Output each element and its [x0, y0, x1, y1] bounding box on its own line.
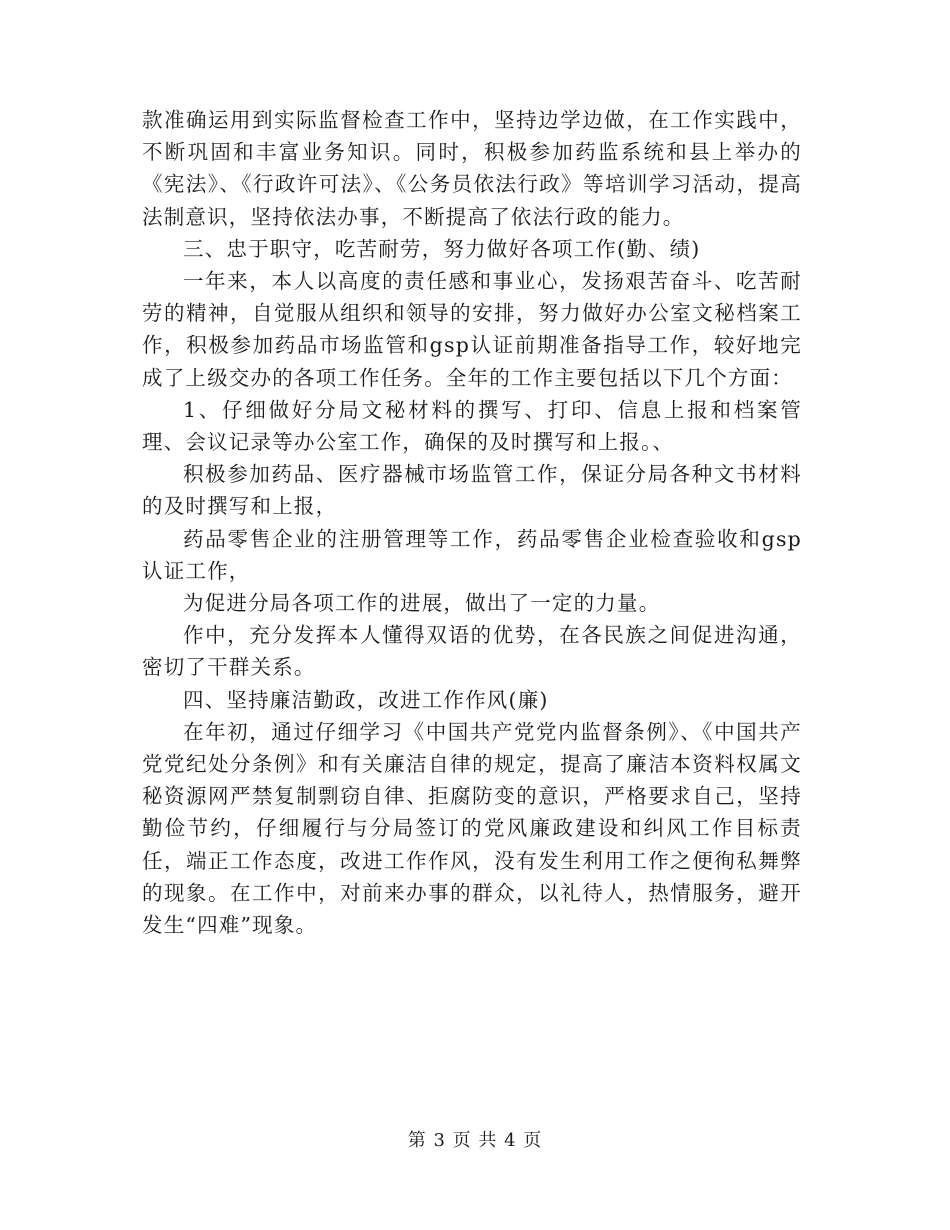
paragraph-integrity: 在年初，通过仔细学习《中国共产党党内监督条例》、《中国共产党党纪处分条例》和有关廉洁自律的规定，提高了廉洁本资料权属文秘资源网严禁复制剽窃自律、拒腐防变的意识，严格要求自己，坚持勤俭节约，仔细履行与分局签订的党风廉政建设和纠风工作目标责任，端正工作态度，改进工作作风，没有发生利用工作之便徇私舞弊的现象。在工作中，对前来办事的群众，以礼待人，热情服务，避开发生“四难”现象。: [142, 719, 802, 938]
section-heading-4: 四、坚持廉洁勤政，改进工作作风(廉): [183, 687, 549, 712]
section-heading-3: 三、忠于职守，吃苦耐劳，努力做好各项工作(勤、绩): [183, 236, 701, 261]
paragraph-continuation: 款准确运用到实际监督检查工作中，坚持边学边做，在工作实践中，不断巩固和丰富业务知识。同时，积极参加药监系统和县上举办的《宪法》、《行政许可法》、《公务员依法行政》等培训学习活动，提高法制意识，坚持依法办事，不断提高了依法行政的能力。: [142, 108, 802, 229]
paragraph-item-1: 1、仔细做好分局文秘材料的撰写、打印、信息上报和档案管理、会议记录等办公室工作，确保的及时撰写和上报。、: [142, 397, 802, 455]
page-number-label: 第 3 页 共 4 页: [407, 1130, 543, 1151]
document-body: [142, 104, 802, 941]
paragraph-bilingual: 作中，充分发挥本人懂得双语的优势，在各民族之间促进沟通，密切了干群关系。: [142, 623, 802, 680]
paragraph-contribution: 为促进分局各项工作的进展，做出了一定的力量。: [183, 591, 661, 616]
page-footer: [0, 1126, 950, 1152]
paragraph-year-summary: 一年来，本人以高度的责任感和事业心，发扬艰苦奋斗、吃苦耐劳的精神，自觉服从组织和领导的安排，努力做好办公室文秘档案工作，积极参加药品市场监管和gsp认证前期准备指导工作，较好地完成了上级交办的各项工作任务。全年的工作主要包括以下几个方面：: [142, 269, 802, 390]
paragraph-retail-registration: 药品零售企业的注册管理等工作，药品零售企业检查验收和gsp认证工作，: [142, 526, 802, 583]
paragraph-market-supervision: 积极参加药品、医疗器械市场监管工作，保证分局各种文书材料的及时撰写和上报，: [142, 462, 802, 519]
